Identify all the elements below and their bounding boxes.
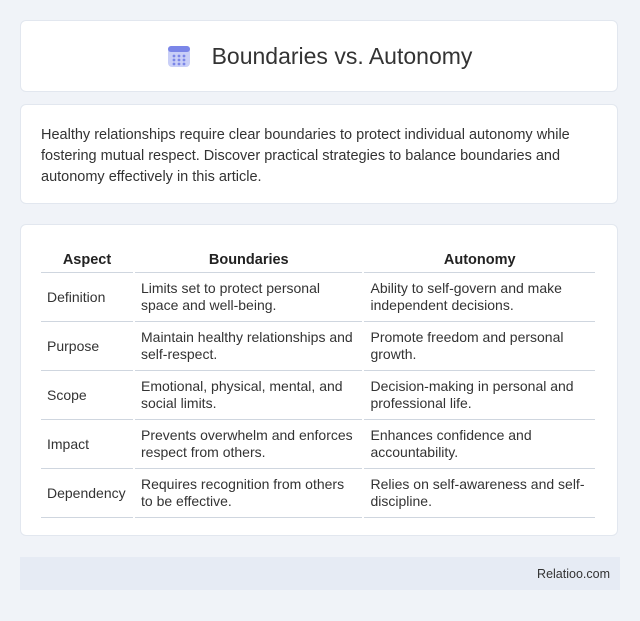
cell-aspect: Scope: [41, 371, 133, 420]
table-row: [41, 273, 595, 322]
calendar-icon: [166, 43, 192, 69]
cell-boundaries: Requires recognition from others to be effective.: [135, 469, 362, 518]
cell-autonomy: Relies on self-awareness and self-discipline.: [364, 469, 595, 518]
header-autonomy: Autonomy: [364, 245, 595, 273]
cell-aspect: Purpose: [41, 322, 133, 371]
header-boundaries: Boundaries: [135, 245, 362, 273]
cell-boundaries: Emotional, physical, mental, and social limits.: [135, 371, 362, 420]
cell-autonomy: Enhances confidence and accountability.: [364, 420, 595, 469]
table-row: [41, 371, 595, 420]
cell-aspect: Dependency: [41, 469, 133, 518]
cell-aspect: Impact: [41, 420, 133, 469]
table-header-row: [41, 245, 595, 273]
cell-autonomy: Decision-making in personal and professional life.: [364, 371, 595, 420]
intro-text: Healthy relationships require clear boundaries to protect individual autonomy while fostering mutual respect. Discover practical strategies to balance boundaries and autonomy effectively in this article.: [41, 127, 570, 185]
page-title: Boundaries vs. Autonomy: [211, 42, 473, 69]
cell-aspect: Definition: [41, 273, 133, 322]
table-row: [41, 322, 595, 371]
table-card: [20, 224, 618, 536]
cell-boundaries: Maintain healthy relationships and self-respect.: [135, 322, 362, 371]
footer: [20, 557, 620, 590]
cell-boundaries: Limits set to protect personal space and well-being.: [135, 273, 362, 322]
cell-autonomy: Ability to self-govern and make independent decisions.: [364, 273, 595, 322]
table-row: [41, 469, 595, 518]
cell-boundaries: Prevents overwhelm and enforces respect from others.: [135, 420, 362, 469]
header-aspect: Aspect: [41, 245, 133, 273]
comparison-table: [39, 245, 597, 518]
title-card: [20, 20, 618, 92]
intro-card: [20, 104, 618, 204]
cell-autonomy: Promote freedom and personal growth.: [364, 322, 595, 371]
table-row: [41, 420, 595, 469]
footer-brand[interactable]: Relatioo.com: [537, 566, 610, 581]
